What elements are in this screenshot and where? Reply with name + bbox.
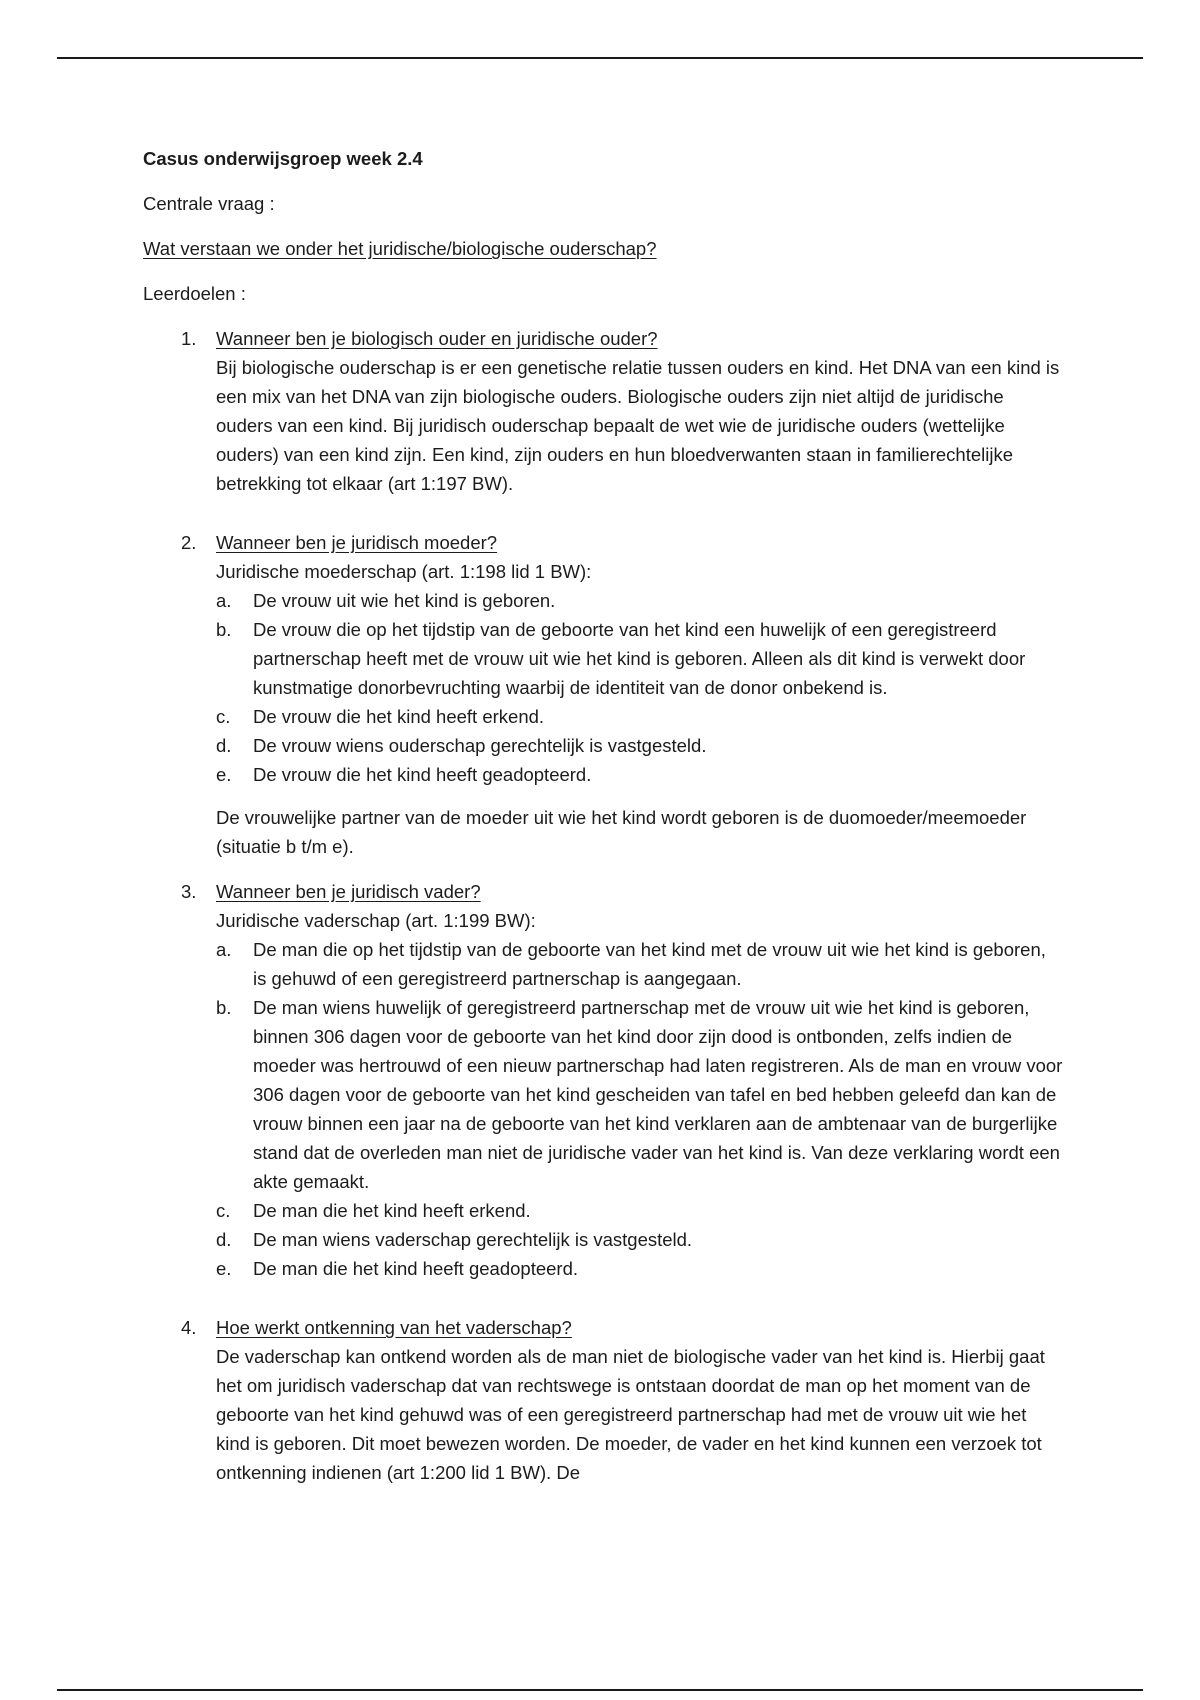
item-heading: Wanneer ben je juridisch moeder? xyxy=(216,532,498,553)
sub-list-item xyxy=(216,993,1063,1196)
sub-list-item xyxy=(216,586,1063,615)
item-number: 3. xyxy=(181,881,197,902)
sub-list-item xyxy=(216,1254,1063,1283)
sub-item-letter: e. xyxy=(216,1258,232,1279)
list-item xyxy=(143,1313,1063,1487)
sub-item-text: De man die op het tijdstip van de geboorte van het kind met de vrouw uit wie het kind is geboren, is gehuwd of een geregistreerd partnerschap is aangegaan. xyxy=(253,939,1046,989)
learning-goals-label: Leerdoelen : xyxy=(143,283,246,304)
sub-item-letter: a. xyxy=(216,939,232,960)
sub-item-letter: a. xyxy=(216,590,232,611)
sub-item-text: De vrouw die op het tijdstip van de geboorte van het kind een huwelijk of een geregistreerd partnerschap heeft met de vrouw uit wie het kind is geboren. Alleen als dit kind is verwekt door kunstmatige donorbevruchting waarbij de identiteit van de donor onbekend is. xyxy=(253,619,1026,698)
sub-list-item xyxy=(216,1196,1063,1225)
sub-item-text: De vrouw die het kind heeft erkend. xyxy=(253,706,545,727)
sub-list-item xyxy=(216,702,1063,731)
document-title: Casus onderwijsgroep week 2.4 xyxy=(143,148,423,169)
sub-list-item xyxy=(216,760,1063,789)
item-heading: Hoe werkt ontkenning van het vaderschap? xyxy=(216,1317,572,1338)
sub-item-letter: c. xyxy=(216,1200,231,1221)
document-page xyxy=(143,144,1063,1487)
list-item xyxy=(143,877,1063,1283)
sub-item-text: De man die het kind heeft geadopteerd. xyxy=(253,1258,579,1279)
sub-item-letter: d. xyxy=(216,1229,232,1250)
sub-list-item xyxy=(216,935,1063,993)
sub-item-text: De vrouw wiens ouderschap gerechtelijk is vastgesteld. xyxy=(253,735,707,756)
item-heading: Wanneer ben je juridisch vader? xyxy=(216,881,481,902)
sub-item-text: De vrouw die het kind heeft geadopteerd. xyxy=(253,764,592,785)
item-intro: Juridische moederschap (art. 1:198 lid 1 BW): xyxy=(216,561,592,582)
item-intro: Juridische vaderschap (art. 1:199 BW): xyxy=(216,910,536,931)
sub-item-letter: e. xyxy=(216,764,232,785)
bottom-rule xyxy=(57,1689,1143,1691)
sub-list-item xyxy=(216,615,1063,702)
list-item xyxy=(143,528,1063,861)
sub-item-letter: d. xyxy=(216,735,232,756)
top-rule xyxy=(57,57,1143,59)
item-text: Bij biologische ouderschap is er een genetische relatie tussen ouders en kind. Het DNA van een kind is een mix van het DNA van zijn biologische ouders. Biologische ouders zijn niet altijd de juridische ouders van een kind. Bij juridisch ouderschap bepaalt de wet wie de juridische ouders (wettelijke ouders) van een kind zijn. Een kind, zijn ouders en hun bloedverwanten staan in familierechtelijke betrekking tot elkaar (art 1:197 BW). xyxy=(216,357,1060,494)
sub-item-text: De vrouw uit wie het kind is geboren. xyxy=(253,590,556,611)
item-text: De vaderschap kan ontkend worden als de man niet de biologische vader van het kind is. Hierbij gaat het om juridisch vaderschap dat van rechtswege is ontstaan doordat de man op het moment van de geboorte van het kind gehuwd was of een geregistreerd partnerschap had met de vrouw uit wie het kind is geboren. Dit moet bewezen worden. De moeder, de vader en het kind kunnen een verzoek tot ontkenning indienen (art 1:200 lid 1 BW). De xyxy=(216,1346,1045,1483)
central-question-label: Centrale vraag : xyxy=(143,193,275,214)
item-number: 2. xyxy=(181,532,197,553)
sub-list-item xyxy=(216,731,1063,760)
central-question: Wat verstaan we onder het juridische/biologische ouderschap? xyxy=(143,238,657,259)
item-number: 4. xyxy=(181,1317,197,1338)
item-number: 1. xyxy=(181,328,197,349)
item-heading: Wanneer ben je biologisch ouder en juridische ouder? xyxy=(216,328,658,349)
item-note: De vrouwelijke partner van de moeder uit wie het kind wordt geboren is de duomoeder/meemoeder (situatie b t/m e). xyxy=(216,807,1027,857)
sub-item-letter: b. xyxy=(216,997,232,1018)
sub-item-text: De man wiens vaderschap gerechtelijk is vastgesteld. xyxy=(253,1229,693,1250)
sub-item-text: De man wiens huwelijk of geregistreerd partnerschap met de vrouw uit wie het kind is geboren, binnen 306 dagen voor de geboorte van het kind door zijn dood is ontbonden, zelfs indien de moeder was hertrouwd of een nieuw partnerschap had laten registreren. Als de man en vrouw voor 306 dagen voor de geboorte van het kind gescheiden van tafel en bed hebben geleefd dan kan de vrouw binnen een jaar na de geboorte van het kind verklaren aan de ambtenaar van de burgerlijke stand dat de overleden man niet de juridische vader van het kind is. Van deze verklaring wordt een akte gemaakt. xyxy=(253,997,1063,1192)
list-item xyxy=(143,324,1063,498)
sub-item-text: De man die het kind heeft erkend. xyxy=(253,1200,531,1221)
sub-list-item xyxy=(216,1225,1063,1254)
sub-item-letter: c. xyxy=(216,706,231,727)
sub-item-letter: b. xyxy=(216,619,232,640)
